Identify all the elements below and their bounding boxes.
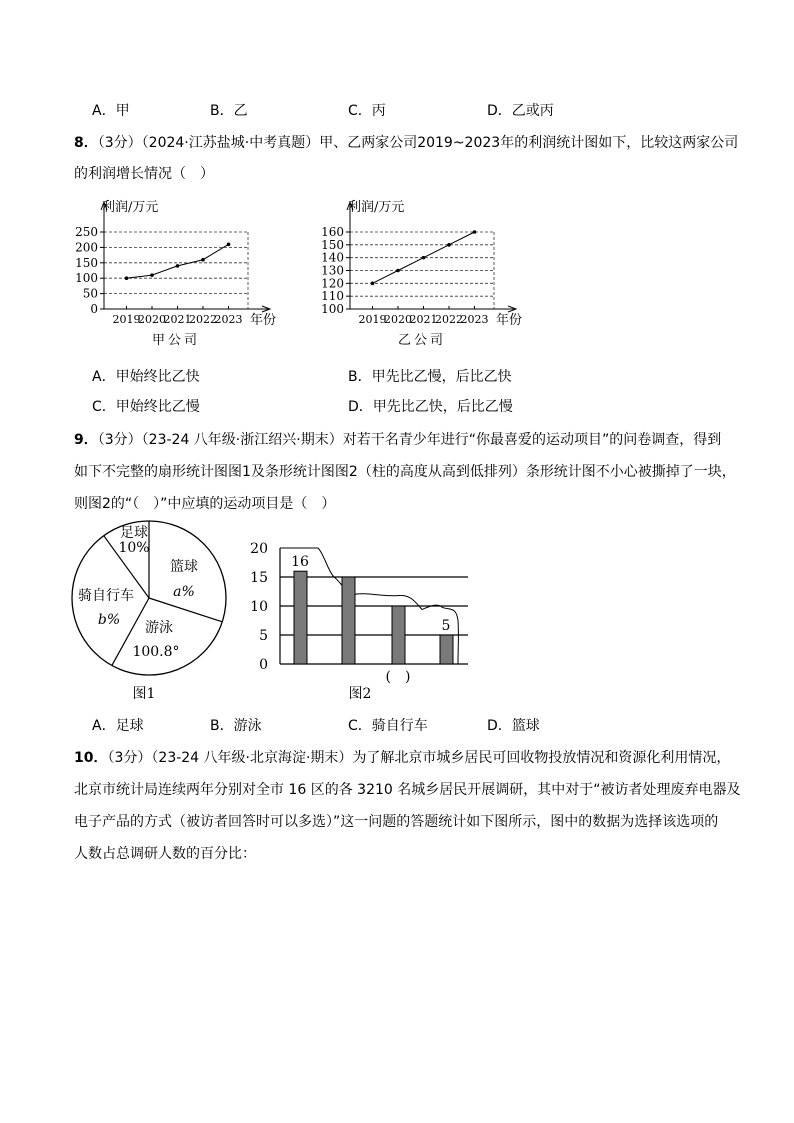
x-axis-label: 年份 (250, 313, 277, 328)
x-tick-label: 2021 (163, 313, 192, 326)
chart-caption: 乙公司 (397, 333, 447, 348)
y-tick-label: 100 (75, 271, 98, 286)
series-line (127, 244, 229, 278)
q9-option-b: B．游泳 (210, 718, 262, 734)
x-tick-label: 2022 (189, 313, 217, 326)
x-tick-label: 2020 (138, 313, 166, 326)
q10-stem-line4: 人数占总调研人数的百分比： (74, 846, 256, 862)
y-tick-label: 160 (321, 225, 344, 239)
y-tick-label: 10 (250, 599, 268, 615)
y-tick-label: 130 (321, 263, 344, 278)
q8-option-c: C．甲始终比乙慢 (92, 399, 200, 415)
x-tick-label: 2019 (112, 313, 141, 326)
y-tick-label: 110 (321, 289, 344, 304)
x-tick-label: 2020 (384, 313, 412, 326)
y-tick-label: 15 (250, 570, 268, 586)
bar (392, 606, 405, 664)
x-tick-label: 2022 (435, 313, 463, 326)
q9-option-a: A．足球 (92, 718, 144, 734)
q9-option-c: C．骑自行车 (348, 718, 428, 734)
data-point (422, 256, 426, 260)
chart-caption: 甲公司 (151, 333, 201, 348)
q7-option-b: B．乙 (210, 103, 248, 119)
data-point (227, 243, 231, 247)
q8-stem-line2: 的利润增长情况（ ） (74, 166, 214, 182)
chart-caption: 图1 (132, 686, 156, 702)
q8-chart-yi (321, 192, 536, 352)
bar (342, 577, 355, 664)
y-tick-label: 150 (75, 255, 98, 270)
q8-option-b: B．甲先比乙慢，后比乙快 (348, 369, 512, 385)
q9-bar-chart (250, 538, 480, 705)
q7-option-a: A．甲 (92, 103, 130, 119)
bar-data-label: 5 (441, 618, 451, 634)
bar-data-label: 16 (291, 554, 309, 571)
pie-slice-value: 100.8° (132, 644, 180, 660)
data-point (396, 269, 400, 273)
y-tick-label: 0 (259, 657, 268, 673)
data-point (371, 282, 375, 286)
q8-option-a: A．甲始终比乙快 (92, 369, 200, 385)
data-point (176, 264, 180, 268)
pie-slice-label: 篮球 (170, 559, 198, 575)
missing-category-label: ( ) (385, 669, 411, 685)
bar (440, 635, 453, 664)
pie-slice-value: a% (173, 584, 195, 600)
q9-stem-line2: 如下不完整的扇形统计图图1及条形统计图图2（柱的高度从高到低排列）条形统计图不小心被撕掉了一块， (74, 464, 736, 480)
y-tick-label: 200 (75, 240, 98, 255)
y-tick-label: 100 (321, 302, 344, 316)
pie-slice-label: 足球 (120, 525, 148, 541)
q10-stem-line2: 北京市统计局连续两年分别对全市 16 区的各 3210 名城乡居民开展调研，其中对于“被访者处理废弃电器及 (74, 782, 741, 798)
y-tick-label: 250 (75, 225, 98, 239)
q10-stem-line1: 10．（3分）（23-24 八年级·北京海淀·期末）为了解北京市城乡居民可回收物投放情况和资源化利用情况， (74, 750, 731, 766)
y-tick-label: 120 (321, 276, 344, 291)
q7-option-c: C．丙 (348, 103, 386, 119)
x-tick-label: 2023 (214, 313, 243, 326)
pie-slice-value: b% (97, 612, 121, 628)
q8-chart-jia (75, 192, 280, 352)
data-point (447, 243, 451, 247)
y-tick-label: 20 (250, 541, 268, 557)
q9-stem-line3: 则图2的“（ ）”中应填的运动项目是（ ） (74, 496, 336, 512)
y-tick-label: 150 (321, 237, 344, 252)
y-tick-label: 140 (321, 250, 344, 265)
y-tick-label: 5 (259, 628, 268, 644)
bar (294, 571, 307, 664)
x-tick-label: 2019 (358, 313, 387, 326)
q9-option-d: D．篮球 (487, 718, 540, 734)
q8-stem-line1: 8．（3分）（2024·江苏盐城·中考真题）甲、乙两家公司2019~2023年的利润统计图如下，比较这两家公司 (74, 135, 739, 151)
data-point (150, 273, 154, 277)
y-axis-label: 利润/万元 (348, 200, 405, 215)
q9-pie-chart (64, 520, 234, 705)
data-point (473, 230, 477, 234)
data-point (125, 276, 129, 280)
data-point (201, 258, 205, 262)
q7-option-d: D．乙或丙 (487, 103, 554, 119)
q10-stem-line3: 电子产品的方式（被访者回答时可以多选）”这一问题的答题统计如下图所示，图中的数据为选择该选项的 (74, 814, 719, 830)
pie-slice-label: 骑自行车 (78, 588, 134, 604)
y-axis-label: 利润/万元 (102, 200, 159, 215)
chart-caption: 图2 (348, 686, 372, 702)
y-tick-label: 0 (90, 302, 98, 316)
pie-slice-label: 游泳 (145, 620, 173, 636)
x-tick-label: 2023 (460, 313, 489, 326)
q9-stem-line1: 9．（3分）（23-24 八年级·浙江绍兴·期末）对若干名青少年进行“你最喜爱的运动项目”的问卷调查，得到 (74, 432, 722, 448)
y-tick-label: 50 (82, 286, 98, 301)
x-axis-label: 年份 (496, 313, 523, 328)
x-tick-label: 2021 (409, 313, 438, 326)
pie-slice-value: 10% (118, 540, 150, 556)
q8-option-d: D．甲先比乙快，后比乙慢 (348, 399, 513, 415)
